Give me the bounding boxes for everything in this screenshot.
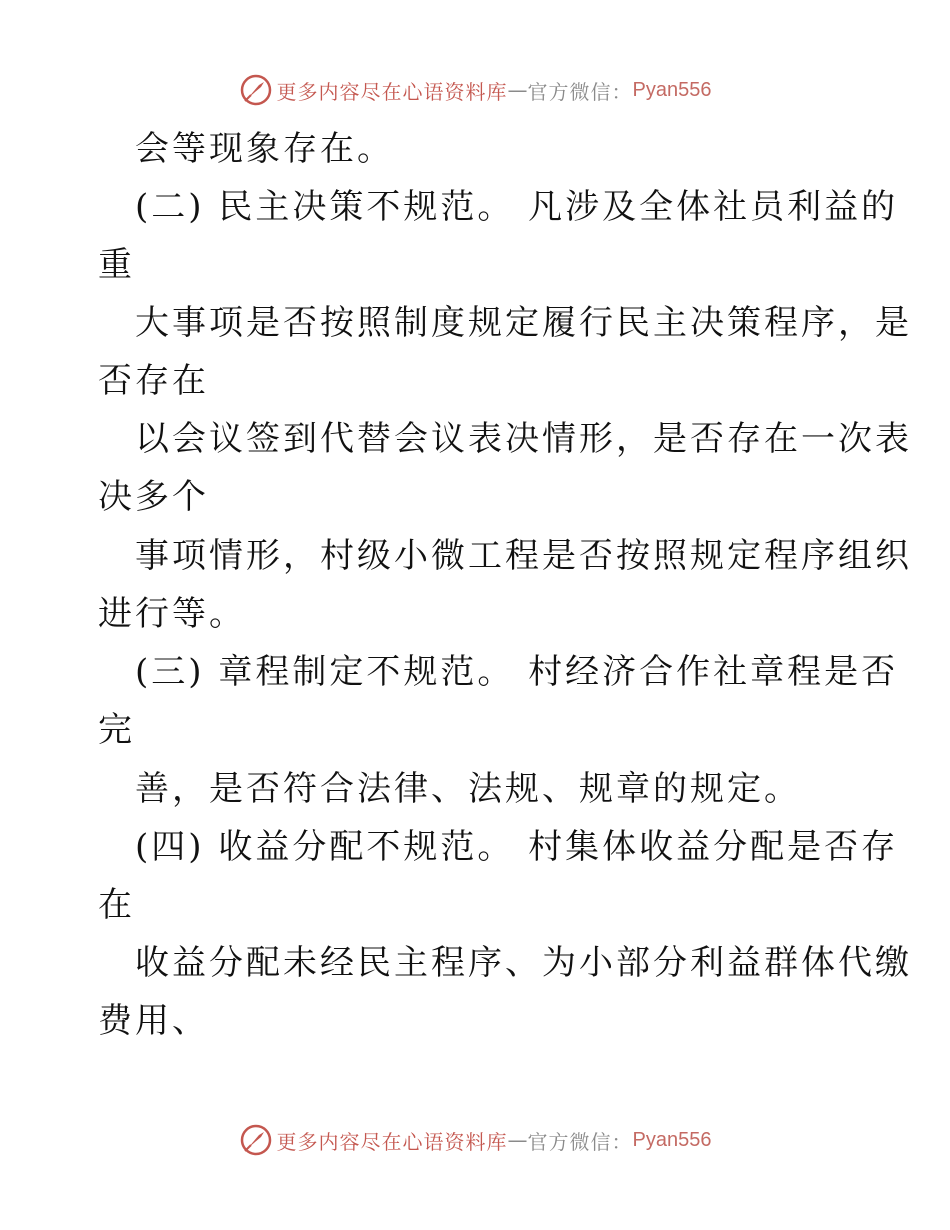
watermark-site-text: 更多内容尽在心语资料库 xyxy=(276,1129,508,1154)
watermark-separator: — xyxy=(507,78,528,102)
watermark-wechat-label: 官方微信： xyxy=(527,79,633,104)
watermark-separator: — xyxy=(507,1128,528,1152)
text-line: 决多个 xyxy=(98,477,209,517)
text-line: 大事项是否按照制度规定履行民主决策程序，是 xyxy=(135,303,912,343)
footer-watermark xyxy=(0,1120,950,1160)
watermark-wechat-id: Pyan556 xyxy=(632,1128,712,1151)
text-line: 完 xyxy=(98,710,135,750)
text-line: (四) 收益分配不规范。 村集体收益分配是否存 xyxy=(135,827,899,867)
header-watermark xyxy=(0,70,950,110)
text-line: 否存在 xyxy=(98,361,209,401)
text-line: 事项情形，村级小微工程是否按照规定程序组织 xyxy=(135,536,912,576)
text-line: (二) 民主决策不规范。 凡涉及全体社员利益的 xyxy=(135,187,899,227)
text-line: 进行等。 xyxy=(98,594,246,634)
text-line: 会等现象存在。 xyxy=(135,129,394,169)
text-line: 收益分配未经民主程序、为小部分利益群体代缴 xyxy=(135,943,912,983)
pen-nib-icon xyxy=(239,73,273,107)
text-line: 以会议签到代替会议表决情形，是否存在一次表 xyxy=(135,419,912,459)
pen-nib-icon xyxy=(239,1123,273,1157)
text-line: 费用、 xyxy=(98,1001,209,1041)
watermark-site-text: 更多内容尽在心语资料库 xyxy=(276,79,508,104)
text-line: (三) 章程制定不规范。 村经济合作社章程是否 xyxy=(135,652,899,692)
text-line: 重 xyxy=(98,245,135,285)
text-line: 善，是否符合法律、法规、规章的规定。 xyxy=(135,769,801,809)
text-line: 在 xyxy=(98,885,135,925)
watermark-wechat-id: Pyan556 xyxy=(632,78,712,101)
watermark-wechat-label: 官方微信： xyxy=(527,1129,633,1154)
